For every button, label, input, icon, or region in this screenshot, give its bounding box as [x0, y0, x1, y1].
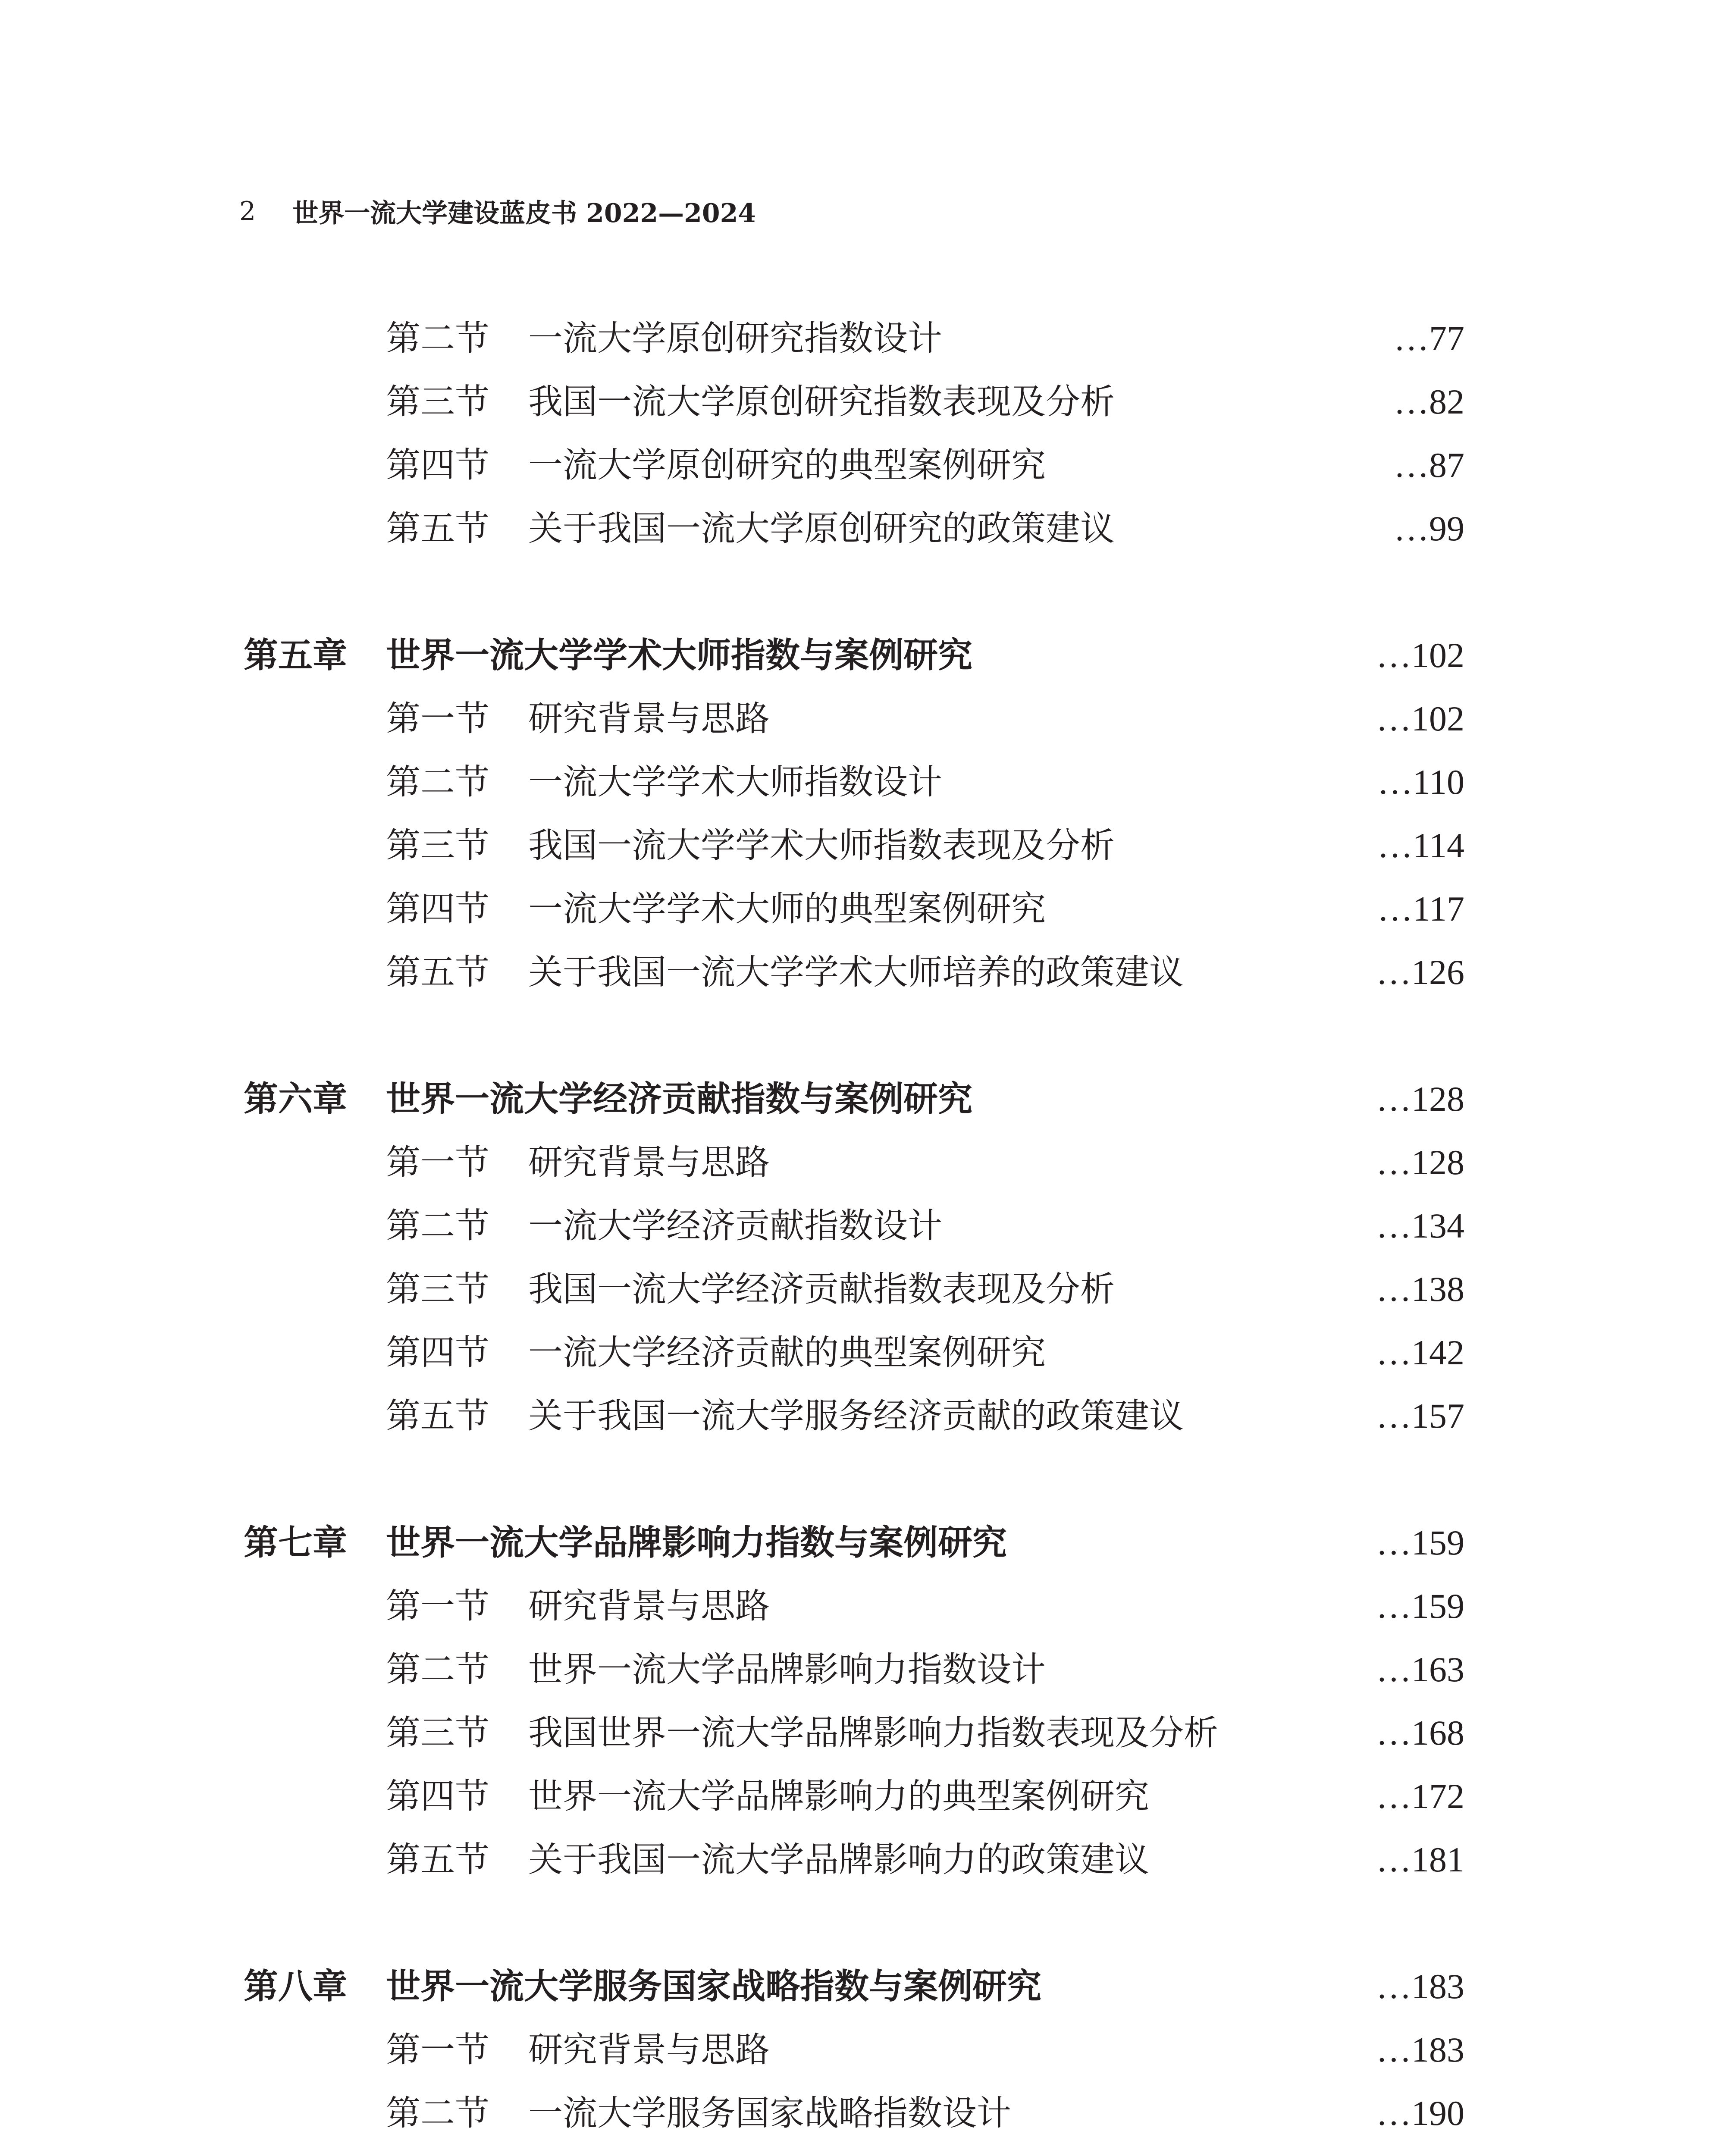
- section-title: 世界一流大学品牌影响力的典型案例研究: [528, 1776, 1149, 1816]
- page-reference: …102: [1376, 636, 1464, 675]
- page-reference: …99: [1394, 509, 1464, 548]
- section-label: 第三节: [386, 825, 489, 865]
- chapter-title: 世界一流大学服务国家战略指数与案例研究: [386, 1966, 1041, 2006]
- section-label: 第四节: [386, 445, 489, 485]
- page-reference: …172: [1376, 1777, 1464, 1816]
- section-label: 第二节: [386, 1649, 489, 1689]
- page-reference: …159: [1376, 1523, 1464, 1562]
- section-title: 一流大学服务国家战略指数设计: [528, 2093, 1011, 2133]
- section-title: 关于我国一流大学学术大师培养的政策建议: [528, 952, 1184, 992]
- section-label: 第三节: [386, 1713, 489, 1753]
- section-label: 第五节: [386, 1396, 489, 1436]
- chapter-label: 第八章: [244, 1966, 347, 2006]
- section-title: 一流大学学术大师指数设计: [528, 762, 942, 802]
- toc-section-entry[interactable]: [0, 1707, 1721, 1759]
- toc-section-entry[interactable]: [0, 503, 1721, 555]
- toc-section-entry[interactable]: [0, 1327, 1721, 1379]
- toc-section-entry[interactable]: [0, 1390, 1721, 1442]
- chapter-label: 第五章: [244, 635, 347, 675]
- toc-chapter-entry[interactable]: [0, 1517, 1721, 1569]
- section-title: 我国一流大学原创研究指数表现及分析: [528, 382, 1115, 422]
- section-label: 第四节: [386, 1776, 489, 1816]
- section-label: 第五节: [386, 508, 489, 548]
- section-label: 第一节: [386, 699, 489, 739]
- page-reference: …117: [1377, 889, 1464, 928]
- page-reference: …128: [1376, 1079, 1464, 1119]
- toc-section-entry[interactable]: [0, 2087, 1721, 2139]
- page-reference: …142: [1376, 1333, 1464, 1372]
- toc-section-entry[interactable]: [0, 756, 1721, 808]
- section-title: 我国世界一流大学品牌影响力指数表现及分析: [528, 1713, 1218, 1753]
- page-reference: …77: [1394, 319, 1464, 358]
- page-reference: …183: [1376, 1967, 1464, 2006]
- page-reference: …157: [1376, 1396, 1464, 1435]
- toc-section-entry[interactable]: [0, 376, 1721, 428]
- section-title: 关于我国一流大学品牌影响力的政策建议: [528, 1839, 1149, 1880]
- toc-section-entry[interactable]: [0, 1644, 1721, 1695]
- section-label: 第五节: [386, 952, 489, 992]
- section-title: 研究背景与思路: [528, 1586, 770, 1626]
- page-reference: …87: [1394, 445, 1464, 485]
- toc-section-entry[interactable]: [0, 1137, 1721, 1188]
- section-title: 研究背景与思路: [528, 2030, 770, 2070]
- section-label: 第五节: [386, 1839, 489, 1880]
- page-reference: …114: [1377, 826, 1464, 865]
- section-title: 我国一流大学学术大师指数表现及分析: [528, 825, 1115, 865]
- toc-chapter-entry[interactable]: [0, 1073, 1721, 1125]
- toc-section-entry[interactable]: [0, 883, 1721, 935]
- section-label: 第四节: [386, 889, 489, 929]
- toc-section-entry[interactable]: [0, 1834, 1721, 1886]
- section-label: 第三节: [386, 1269, 489, 1309]
- toc-section-entry[interactable]: [0, 693, 1721, 745]
- toc-section-entry[interactable]: [0, 1771, 1721, 1822]
- page-reference: …190: [1376, 2093, 1464, 2133]
- section-label: 第四节: [386, 1332, 489, 1373]
- page-number: 2: [239, 196, 256, 226]
- section-title: 关于我国一流大学服务经济贡献的政策建议: [528, 1396, 1184, 1436]
- toc-chapter-entry[interactable]: [0, 630, 1721, 681]
- section-title: 研究背景与思路: [528, 699, 770, 739]
- toc-section-entry[interactable]: [0, 1263, 1721, 1315]
- page-reference: …159: [1376, 1586, 1464, 1626]
- section-title: 一流大学原创研究的典型案例研究: [528, 445, 1046, 485]
- chapter-title: 世界一流大学学术大师指数与案例研究: [386, 635, 972, 675]
- page-reference: …134: [1376, 1206, 1464, 1245]
- section-title: 一流大学学术大师的典型案例研究: [528, 889, 1046, 929]
- page-reference: …183: [1376, 2030, 1464, 2069]
- section-title: 世界一流大学品牌影响力指数设计: [528, 1649, 1046, 1689]
- page-reference: …128: [1376, 1143, 1464, 1182]
- chapter-title: 世界一流大学品牌影响力指数与案例研究: [386, 1523, 1007, 1563]
- section-title: 一流大学原创研究指数设计: [528, 318, 942, 358]
- page-reference: …138: [1376, 1269, 1464, 1309]
- book-title: 世界一流大学建设蓝皮书 2022—2024: [292, 198, 756, 229]
- page-reference: …82: [1394, 382, 1464, 421]
- section-title: 一流大学经济贡献的典型案例研究: [528, 1332, 1046, 1373]
- page-reference: …163: [1376, 1650, 1464, 1689]
- toc-chapter-entry[interactable]: [0, 1961, 1721, 2012]
- section-label: 第一节: [386, 2030, 489, 2070]
- section-label: 第二节: [386, 762, 489, 802]
- section-label: 第一节: [386, 1142, 489, 1182]
- section-title: 关于我国一流大学原创研究的政策建议: [528, 508, 1115, 548]
- section-title: 研究背景与思路: [528, 1142, 770, 1182]
- page-reference: …102: [1376, 699, 1464, 738]
- section-label: 第二节: [386, 318, 489, 358]
- toc-section-entry[interactable]: [0, 946, 1721, 998]
- page-reference: …181: [1376, 1840, 1464, 1879]
- chapter-label: 第七章: [244, 1523, 347, 1563]
- toc-section-entry[interactable]: [0, 820, 1721, 871]
- section-label: 第一节: [386, 1586, 489, 1626]
- page-reference: …168: [1376, 1713, 1464, 1752]
- section-label: 第二节: [386, 2093, 489, 2133]
- section-title: 一流大学经济贡献指数设计: [528, 1206, 942, 1246]
- page-reference: …110: [1377, 762, 1464, 802]
- toc-section-entry[interactable]: [0, 1200, 1721, 1252]
- toc-section-entry[interactable]: [0, 2024, 1721, 2076]
- chapter-title: 世界一流大学经济贡献指数与案例研究: [386, 1079, 972, 1119]
- section-label: 第三节: [386, 382, 489, 422]
- toc-section-entry[interactable]: [0, 313, 1721, 364]
- section-label: 第二节: [386, 1206, 489, 1246]
- section-title: 我国一流大学经济贡献指数表现及分析: [528, 1269, 1115, 1309]
- toc-section-entry[interactable]: [0, 439, 1721, 491]
- chapter-label: 第六章: [244, 1079, 347, 1119]
- toc-section-entry[interactable]: [0, 1580, 1721, 1632]
- page-reference: …126: [1376, 953, 1464, 992]
